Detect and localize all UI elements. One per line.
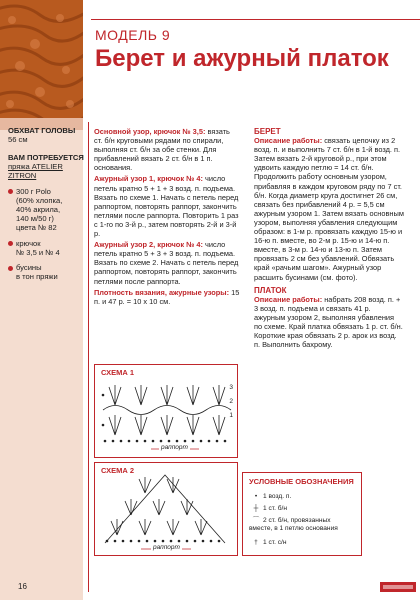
bullet-icon [8, 189, 13, 194]
beads-color: в тон пряжи [16, 272, 58, 282]
double-crochet-icon: † [254, 539, 258, 546]
header-rule [91, 19, 420, 20]
gauge-text: 15 п. и 47 р. = 10 х 10 см. [94, 287, 240, 306]
row-number: 3 [229, 384, 233, 391]
sidebar-materials [8, 153, 84, 281]
pattern-heading: Основной узор, крючок № 3,5: [94, 127, 206, 136]
repeat-label: раппорт [153, 544, 180, 551]
scheme-1-label: СХЕМА 1 [101, 368, 135, 377]
legend-text: 1 возд. п. [263, 493, 292, 500]
instructions-column [254, 127, 404, 351]
chain-icon: • [254, 493, 258, 500]
legend-box [242, 472, 362, 556]
hook-label: крючок [16, 238, 41, 248]
size-heading: ОБХВАТ ГОЛОВЫ [8, 126, 76, 135]
legend-title: УСЛОВНЫЕ ОБОЗНАЧЕНИЯ [249, 477, 354, 486]
hook-sizes: № 3,5 и № 4 [16, 247, 60, 257]
row-number: 1 [229, 412, 233, 419]
single-crochet-icon: ┼ [253, 505, 259, 512]
legend-text: 1 ст. б/н [263, 505, 287, 512]
column-divider [88, 122, 89, 592]
bullet-icon [8, 241, 13, 246]
pattern-text: число петель кратно 5 + 3 + 3 возд. п. подъема. Вязать по схеме 2. Начать с петель перед раппортом, повторять раппорт, закончить петлями после раппорта. [94, 240, 239, 286]
beret-heading: БЕРЕТ [254, 127, 281, 136]
legend-item [249, 505, 287, 513]
shawl-heading: ПЛАТОК [254, 285, 287, 295]
gauge-heading: Плотность вязания, ажурные узоры: [94, 287, 230, 297]
shawl-text: набрать 208 возд. п. + 3 возд. п. подъема и связать 41 р. ажурным узором 2, выполняя убавления по схеме. Край платка обвязать 1 р. ст. б/н. Короткие края обвязать 2 р. арок из возд. п. Выполнить бахрому. [254, 294, 403, 350]
publisher-logo-icon [380, 580, 416, 594]
page-number: 16 [18, 582, 27, 591]
scheme-2-box [94, 462, 238, 556]
pattern-text: вязать ст. б/н круговыми рядами по спирали, выполняя ст. б/н за обе стенки. Для прибавлений вязать 2 ст. б/н в 1 п. основания. [94, 127, 230, 173]
legend-text: 2 ст. б/н, провязанных вместе, в 1 петлю основания [249, 517, 338, 532]
row-numbers [229, 381, 233, 423]
pattern-heading: Ажурный узор 1, крючок № 4: [94, 174, 203, 184]
page-header [83, 0, 420, 118]
yarn-brand: пряжа ATELIER ZITRON [8, 162, 63, 181]
pattern-text: число петель кратно 5 + 1 + 3 возд. п. подъема. Вязать по схеме 1. Начать с петель перед раппортом, повторять раппорт, закончить петлями после раппорта. Повторить 1 раз с 1-го по 3-й р., затем повторять 2-й и 3-й р. [94, 174, 239, 239]
beret-text: связать цепочку из 2 возд. п. и выполнить 7 ст. б/н в 1-й возд. п. Затем вязать 2-й круговой р., при этом удвоить каждую петлю = 14 ст. б/н. Продолжить работу основным узором, прибавляя в каждом круговом ряду по 7 ст. б/н. Когда диаметр круга достигнет 26 см, связать без прибавлений 4 р. = 5,5 см ажурным узором 1. Затем вязать основным узором, выполняя убавления следующим образом: в 1-м р. провязать каждую 15-ю и 16-ю п. вместе, во 2-м р. 15-ю и 14-ю п. вместе, в 3-м р. 14-ю и 13-ю п. Затем провязать 2 см без убавлений. Обвязать край «рачьим шагом». Ажурный узор расшить бусинами (см. фото). [254, 136, 404, 282]
yarn-amount: 300 г Polo [16, 186, 51, 196]
scheme-2-label: СХЕМА 2 [101, 466, 135, 475]
yarn-detail: 40% акрила, [16, 205, 61, 215]
beads-label: бусины [16, 263, 42, 273]
yarn-detail: цвета № 82 [16, 223, 57, 233]
bullet-icon [8, 266, 13, 271]
scheme-1-box [94, 364, 238, 458]
shawl-subheading: Описание работы: [254, 294, 323, 304]
legend-text: 1 ст. с/н [263, 539, 287, 546]
legend-item [249, 493, 291, 501]
row-number: 2 [229, 398, 233, 405]
beret-subheading: Описание работы: [254, 136, 323, 146]
legend-item [249, 539, 287, 547]
page-title: Берет и ажурный платок [95, 45, 389, 72]
pattern-heading: Ажурный узор 2, крючок № 4: [94, 240, 203, 250]
materials-heading: ВАМ ПОТРЕБУЕТСЯ [8, 153, 84, 162]
size-value: 56 см [8, 135, 28, 145]
scheme-2-diagram [95, 463, 237, 555]
yarn-detail: (60% хлопка, [16, 195, 63, 205]
model-number: МОДЕЛЬ 9 [95, 27, 171, 43]
yarn-texture-image [0, 0, 83, 118]
sidebar-size-block [8, 126, 75, 144]
yarn-detail: 140 м/50 г) [16, 214, 54, 224]
decrease-icon: ⌒ [252, 517, 260, 524]
fan-stitch [109, 385, 225, 435]
yarn-photo [0, 0, 83, 118]
patterns-column [94, 127, 240, 308]
legend-item [249, 517, 355, 532]
repeat-label: раппорт [161, 444, 188, 451]
